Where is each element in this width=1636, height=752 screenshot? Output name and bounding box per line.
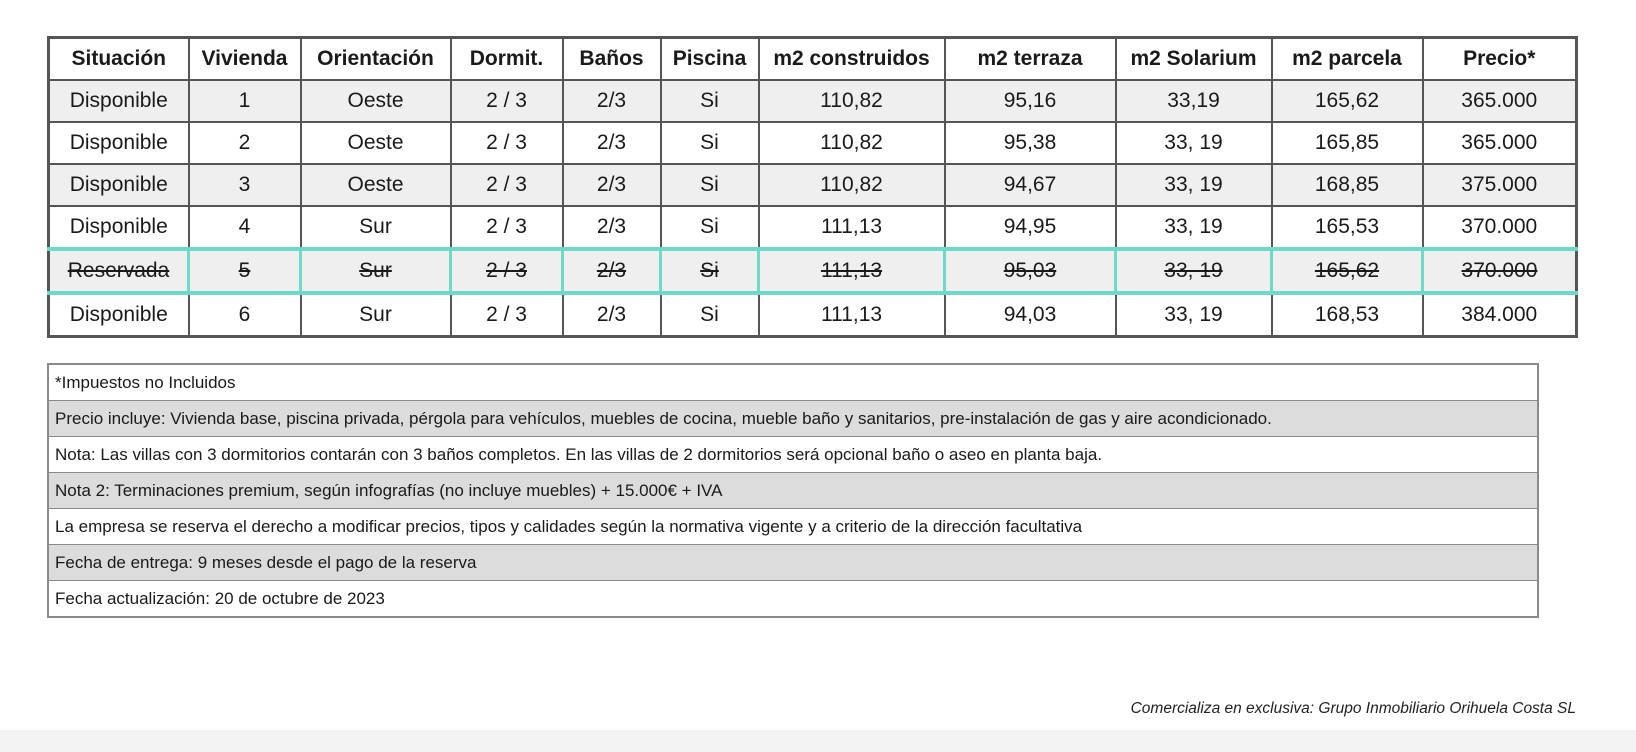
table-row	[49, 164, 1577, 206]
note-disclaimer: La empresa se reserva el derecho a modificar precios, tipos y calidades según la normativa vigente y a criterio de la dirección facultativa	[48, 509, 1538, 545]
cell-m2-terraza: 95,16	[945, 80, 1116, 122]
header-situacion: Situación	[49, 38, 189, 81]
header-m2-construidos: m2 construidos	[759, 38, 945, 81]
cell-piscina: Si	[661, 80, 759, 122]
cell-m2-construidos: 111,13	[759, 293, 945, 337]
cell-situacion: Reservada	[49, 249, 189, 293]
notes-table	[47, 363, 1539, 618]
bottom-band	[0, 730, 1636, 752]
cell-vivienda: 5	[189, 249, 301, 293]
note-row	[48, 437, 1538, 473]
header-row	[49, 38, 1577, 81]
cell-situacion: Disponible	[49, 164, 189, 206]
note-row	[48, 581, 1538, 618]
cell-m2-terraza: 94,67	[945, 164, 1116, 206]
availability-table	[47, 36, 1578, 338]
note-row	[48, 545, 1538, 581]
cell-vivienda: 2	[189, 122, 301, 164]
cell-piscina: Si	[661, 164, 759, 206]
note-row	[48, 364, 1538, 401]
cell-banos: 2/3	[563, 206, 661, 249]
cell-dormitorios: 2 / 3	[451, 80, 563, 122]
cell-precio: 365.000	[1423, 122, 1577, 164]
note-update-date: Fecha actualización: 20 de octubre de 2023	[48, 581, 1538, 618]
header-banos: Baños	[563, 38, 661, 81]
cell-vivienda: 1	[189, 80, 301, 122]
cell-m2-solarium: 33, 19	[1116, 164, 1272, 206]
header-precio: Precio*	[1423, 38, 1577, 81]
cell-dormitorios: 2 / 3	[451, 206, 563, 249]
cell-m2-terraza: 95,03	[945, 249, 1116, 293]
cell-orientacion: Sur	[301, 206, 451, 249]
cell-vivienda: 6	[189, 293, 301, 337]
cell-m2-parcela: 165,62	[1272, 249, 1423, 293]
header-orientacion: Orientación	[301, 38, 451, 81]
cell-vivienda: 3	[189, 164, 301, 206]
cell-banos: 2/3	[563, 122, 661, 164]
cell-orientacion: Sur	[301, 293, 451, 337]
commercial-credit: Comercializa en exclusiva: Grupo Inmobiliario Orihuela Costa SL	[1130, 700, 1576, 717]
note-premium-finishes: Nota 2: Terminaciones premium, según infografías (no incluye muebles) + 15.000€ + IVA	[48, 473, 1538, 509]
cell-banos: 2/3	[563, 293, 661, 337]
cell-m2-terraza: 94,95	[945, 206, 1116, 249]
cell-m2-construidos: 110,82	[759, 164, 945, 206]
cell-piscina: Si	[661, 293, 759, 337]
cell-dormitorios: 2 / 3	[451, 164, 563, 206]
table-row	[49, 80, 1577, 122]
cell-m2-parcela: 168,53	[1272, 293, 1423, 337]
note-row	[48, 401, 1538, 437]
cell-m2-parcela: 165,53	[1272, 206, 1423, 249]
cell-piscina: Si	[661, 249, 759, 293]
cell-m2-solarium: 33, 19	[1116, 122, 1272, 164]
cell-precio: 370.000	[1423, 249, 1577, 293]
cell-orientacion: Oeste	[301, 164, 451, 206]
cell-m2-terraza: 95,38	[945, 122, 1116, 164]
cell-m2-parcela: 165,62	[1272, 80, 1423, 122]
table-row	[49, 293, 1577, 337]
cell-situacion: Disponible	[49, 122, 189, 164]
header-m2-terraza: m2 terraza	[945, 38, 1116, 81]
header-m2-parcela: m2 parcela	[1272, 38, 1423, 81]
cell-m2-construidos: 110,82	[759, 80, 945, 122]
table-row	[49, 206, 1577, 249]
cell-orientacion: Sur	[301, 249, 451, 293]
note-price-includes: Precio incluye: Vivienda base, piscina privada, pérgola para vehículos, muebles de cocina, mueble baño y sanitarios, pre-instalación de gas y aire acondicionado.	[48, 401, 1538, 437]
table-row-reserved	[49, 249, 1577, 293]
cell-precio: 375.000	[1423, 164, 1577, 206]
note-row	[48, 509, 1538, 545]
cell-banos: 2/3	[563, 80, 661, 122]
cell-dormitorios: 2 / 3	[451, 293, 563, 337]
cell-orientacion: Oeste	[301, 80, 451, 122]
cell-dormitorios: 2 / 3	[451, 122, 563, 164]
cell-situacion: Disponible	[49, 206, 189, 249]
note-row	[48, 473, 1538, 509]
cell-m2-construidos: 110,82	[759, 122, 945, 164]
cell-piscina: Si	[661, 206, 759, 249]
cell-m2-construidos: 111,13	[759, 206, 945, 249]
cell-vivienda: 4	[189, 206, 301, 249]
cell-orientacion: Oeste	[301, 122, 451, 164]
cell-situacion: Disponible	[49, 293, 189, 337]
header-dormitorios: Dormit.	[451, 38, 563, 81]
cell-m2-parcela: 168,85	[1272, 164, 1423, 206]
cell-precio: 365.000	[1423, 80, 1577, 122]
table-row	[49, 122, 1577, 164]
cell-precio: 384.000	[1423, 293, 1577, 337]
cell-piscina: Si	[661, 122, 759, 164]
cell-precio: 370.000	[1423, 206, 1577, 249]
cell-banos: 2/3	[563, 164, 661, 206]
note-delivery-date: Fecha de entrega: 9 meses desde el pago de la reserva	[48, 545, 1538, 581]
cell-banos: 2/3	[563, 249, 661, 293]
cell-m2-solarium: 33,19	[1116, 80, 1272, 122]
cell-dormitorios: 2 / 3	[451, 249, 563, 293]
header-piscina: Piscina	[661, 38, 759, 81]
note-taxes: *Impuestos no Incluidos	[48, 364, 1538, 401]
note-bathrooms: Nota: Las villas con 3 dormitorios contarán con 3 baños completos. En las villas de 2 dormitorios será opcional baño o aseo en planta baja.	[48, 437, 1538, 473]
cell-m2-solarium: 33, 19	[1116, 206, 1272, 249]
cell-m2-solarium: 33, 19	[1116, 249, 1272, 293]
cell-m2-parcela: 165,85	[1272, 122, 1423, 164]
header-vivienda: Vivienda	[189, 38, 301, 81]
cell-m2-terraza: 94,03	[945, 293, 1116, 337]
header-m2-solarium: m2 Solarium	[1116, 38, 1272, 81]
cell-situacion: Disponible	[49, 80, 189, 122]
cell-m2-solarium: 33, 19	[1116, 293, 1272, 337]
cell-m2-construidos: 111,13	[759, 249, 945, 293]
